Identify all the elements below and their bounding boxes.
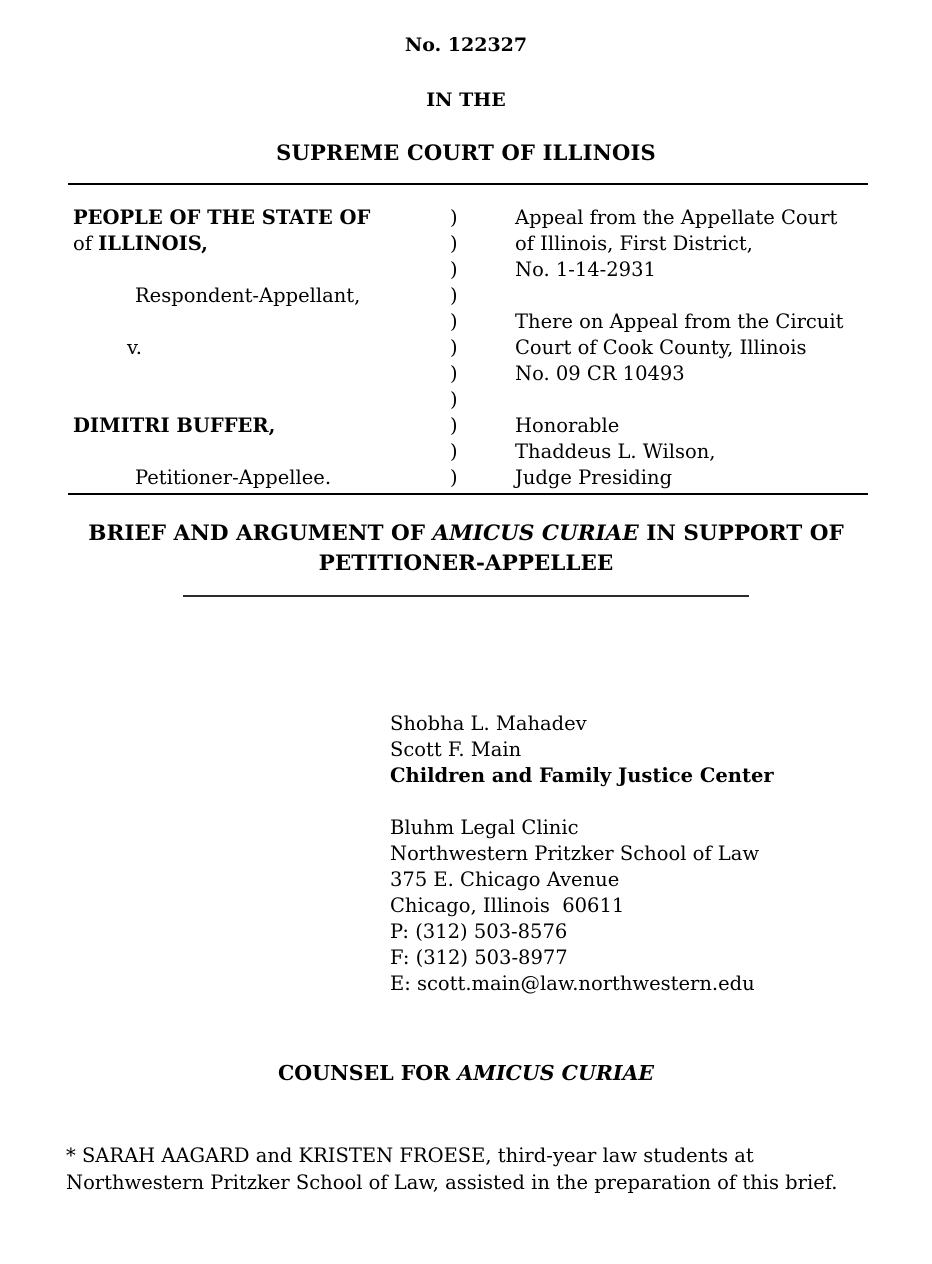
case-number: No. 122327 [404,34,528,56]
document-title-line1 [0,519,932,549]
judge-title: Judge Presiding [515,466,673,489]
caption-paren: ) [450,206,458,229]
plaintiff-line2-prefix: of [73,232,99,255]
party-plaintiff-line2 [68,231,450,257]
plaintiff-line2-name: ILLINOIS, [98,232,208,255]
caption-paren: ) [450,362,458,385]
counsel-school: Northwestern Pritzker School of Law [390,842,760,865]
caption-right-blank [515,283,868,309]
counsel-organization: Children and Family Justice Center [390,764,774,787]
in-the-label: IN THE [426,89,506,111]
caption-paren: ) [450,232,458,255]
caption-left-blank [68,387,450,413]
caption-paren: ) [450,440,458,463]
judge-honorable: Honorable [515,414,620,437]
document-title [0,519,932,579]
caption-paren: ) [450,414,458,437]
student-assistance-footnote [66,1143,892,1196]
counsel-block [390,711,932,997]
counsel-clinic: Bluhm Legal Clinic [390,816,579,839]
counsel-email: E: scott.main@law.northwestern.edu [390,972,755,995]
appeal-origin-line1: Appeal from the Appellate Court [515,206,838,229]
party-plaintiff-line1: PEOPLE OF THE STATE OF [73,206,371,229]
defendant-designation: Petitioner-Appellee. [135,466,332,489]
title-pre: BRIEF AND ARGUMENT OF [88,521,433,546]
caption-left-blank [68,257,450,283]
caption-paren: ) [450,258,458,281]
attorney-name-1: Shobha L. Mahadev [390,712,587,735]
counsel-for-pre: COUNSEL FOR [277,1061,458,1085]
caption-paren: ) [450,466,458,489]
versus-label: v. [127,336,142,359]
caption-left-blank [68,361,450,387]
caption-paren: ) [450,336,458,359]
counsel-for-amicus-curiae: AMICUS CURIAE [457,1061,655,1085]
caption-left-blank [68,309,450,335]
party-defendant: DIMITRI BUFFER, [73,414,276,437]
counsel-city-state-zip: Chicago, Illinois 60611 [390,894,625,917]
plaintiff-designation: Respondent-Appellant, [135,284,361,307]
appeal-origin-line2: of Illinois, First District, [515,232,753,255]
counsel-street-address: 375 E. Chicago Avenue [390,868,620,891]
title-post: IN SUPPORT OF [638,521,844,546]
court-name: SUPREME COURT OF ILLINOIS [276,140,656,165]
case-caption [68,183,868,495]
caption-right-blank [515,387,868,413]
caption-paren: ) [450,284,458,307]
footnote-line1: * SARAH AAGARD and KRISTEN FROESE, third-year law students at [66,1144,754,1167]
counsel-fax: F: (312) 503-8977 [390,946,568,969]
circuit-case-number: No. 09 CR 10493 [515,362,685,385]
counsel-phone: P: (312) 503-8576 [390,920,568,943]
caption-left-blank [68,439,450,465]
caption-grid [68,205,868,491]
caption-paren: ) [450,388,458,411]
title-amicus-curiae: AMICUS CURIAE [432,521,639,546]
judge-name: Thaddeus L. Wilson, [515,440,716,463]
attorney-name-2: Scott F. Main [390,738,522,761]
circuit-origin-line1: There on Appeal from the Circuit [515,310,844,333]
footnote-line2: Northwestern Pritzker School of Law, assisted in the preparation of this brief. [66,1170,838,1194]
document-title-line2: PETITIONER-APPELLEE [318,551,614,576]
title-underline-rule [183,595,749,597]
caption-paren: ) [450,310,458,333]
counsel-for-line [0,1059,932,1087]
circuit-origin-line2: Court of Cook County, Illinois [515,336,807,359]
appellate-case-number: No. 1-14-2931 [515,258,656,281]
